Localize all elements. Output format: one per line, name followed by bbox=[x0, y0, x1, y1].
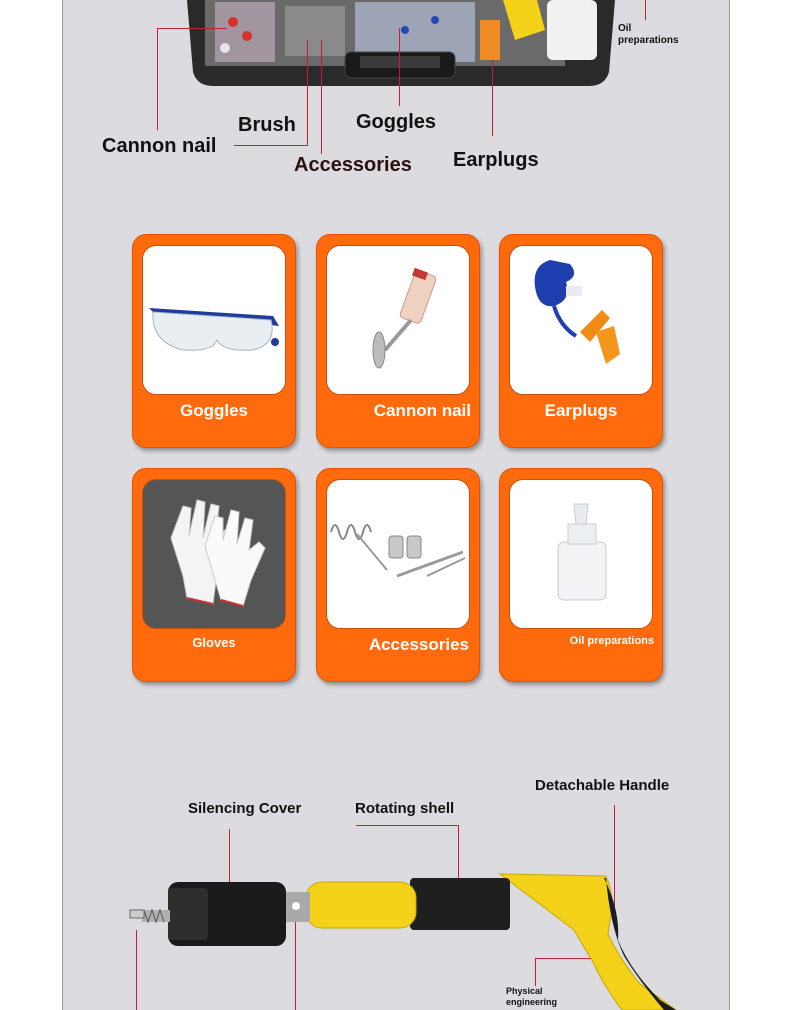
card-caption: Accessories bbox=[368, 635, 469, 654]
card-cannon-nail bbox=[316, 234, 480, 448]
card-goggles bbox=[132, 234, 296, 448]
card-oil-preparations bbox=[499, 468, 663, 682]
card-caption: Cannon nail bbox=[373, 401, 471, 420]
toolbox-case-image bbox=[185, 0, 617, 92]
oil-preparations-callout: Oil preparations bbox=[618, 23, 679, 46]
rotating-shell-callout: Rotating shell bbox=[355, 800, 455, 817]
accessories-callout: Accessories bbox=[294, 154, 412, 176]
silencing-cover-callout: Silencing Cover bbox=[188, 800, 302, 817]
gloves-icon bbox=[143, 480, 285, 628]
nail-gun-image bbox=[120, 860, 690, 1010]
card-caption: Earplugs bbox=[544, 401, 618, 420]
card-caption: Oil preparations bbox=[569, 635, 654, 647]
oil-bottle-icon bbox=[510, 480, 652, 628]
goggles-callout: Goggles bbox=[356, 111, 437, 133]
card-gloves bbox=[132, 468, 296, 682]
card-caption: Goggles bbox=[179, 401, 248, 420]
card-earplugs bbox=[499, 234, 663, 448]
goggles-icon bbox=[143, 246, 285, 394]
earplugs-icon bbox=[510, 246, 652, 394]
brush-callout: Brush bbox=[238, 114, 296, 136]
cannon-nail-icon bbox=[327, 246, 469, 394]
cannon-nail-callout: Cannon nail bbox=[102, 135, 217, 157]
physical-engineering-callout: Physical engineering bbox=[506, 986, 558, 1007]
earplugs-callout: Earplugs bbox=[453, 149, 539, 171]
card-accessories bbox=[316, 468, 480, 682]
detachable-handle-callout: Detachable Handle bbox=[535, 777, 670, 794]
card-caption: Gloves bbox=[192, 635, 236, 650]
accessories-icon bbox=[327, 480, 469, 628]
